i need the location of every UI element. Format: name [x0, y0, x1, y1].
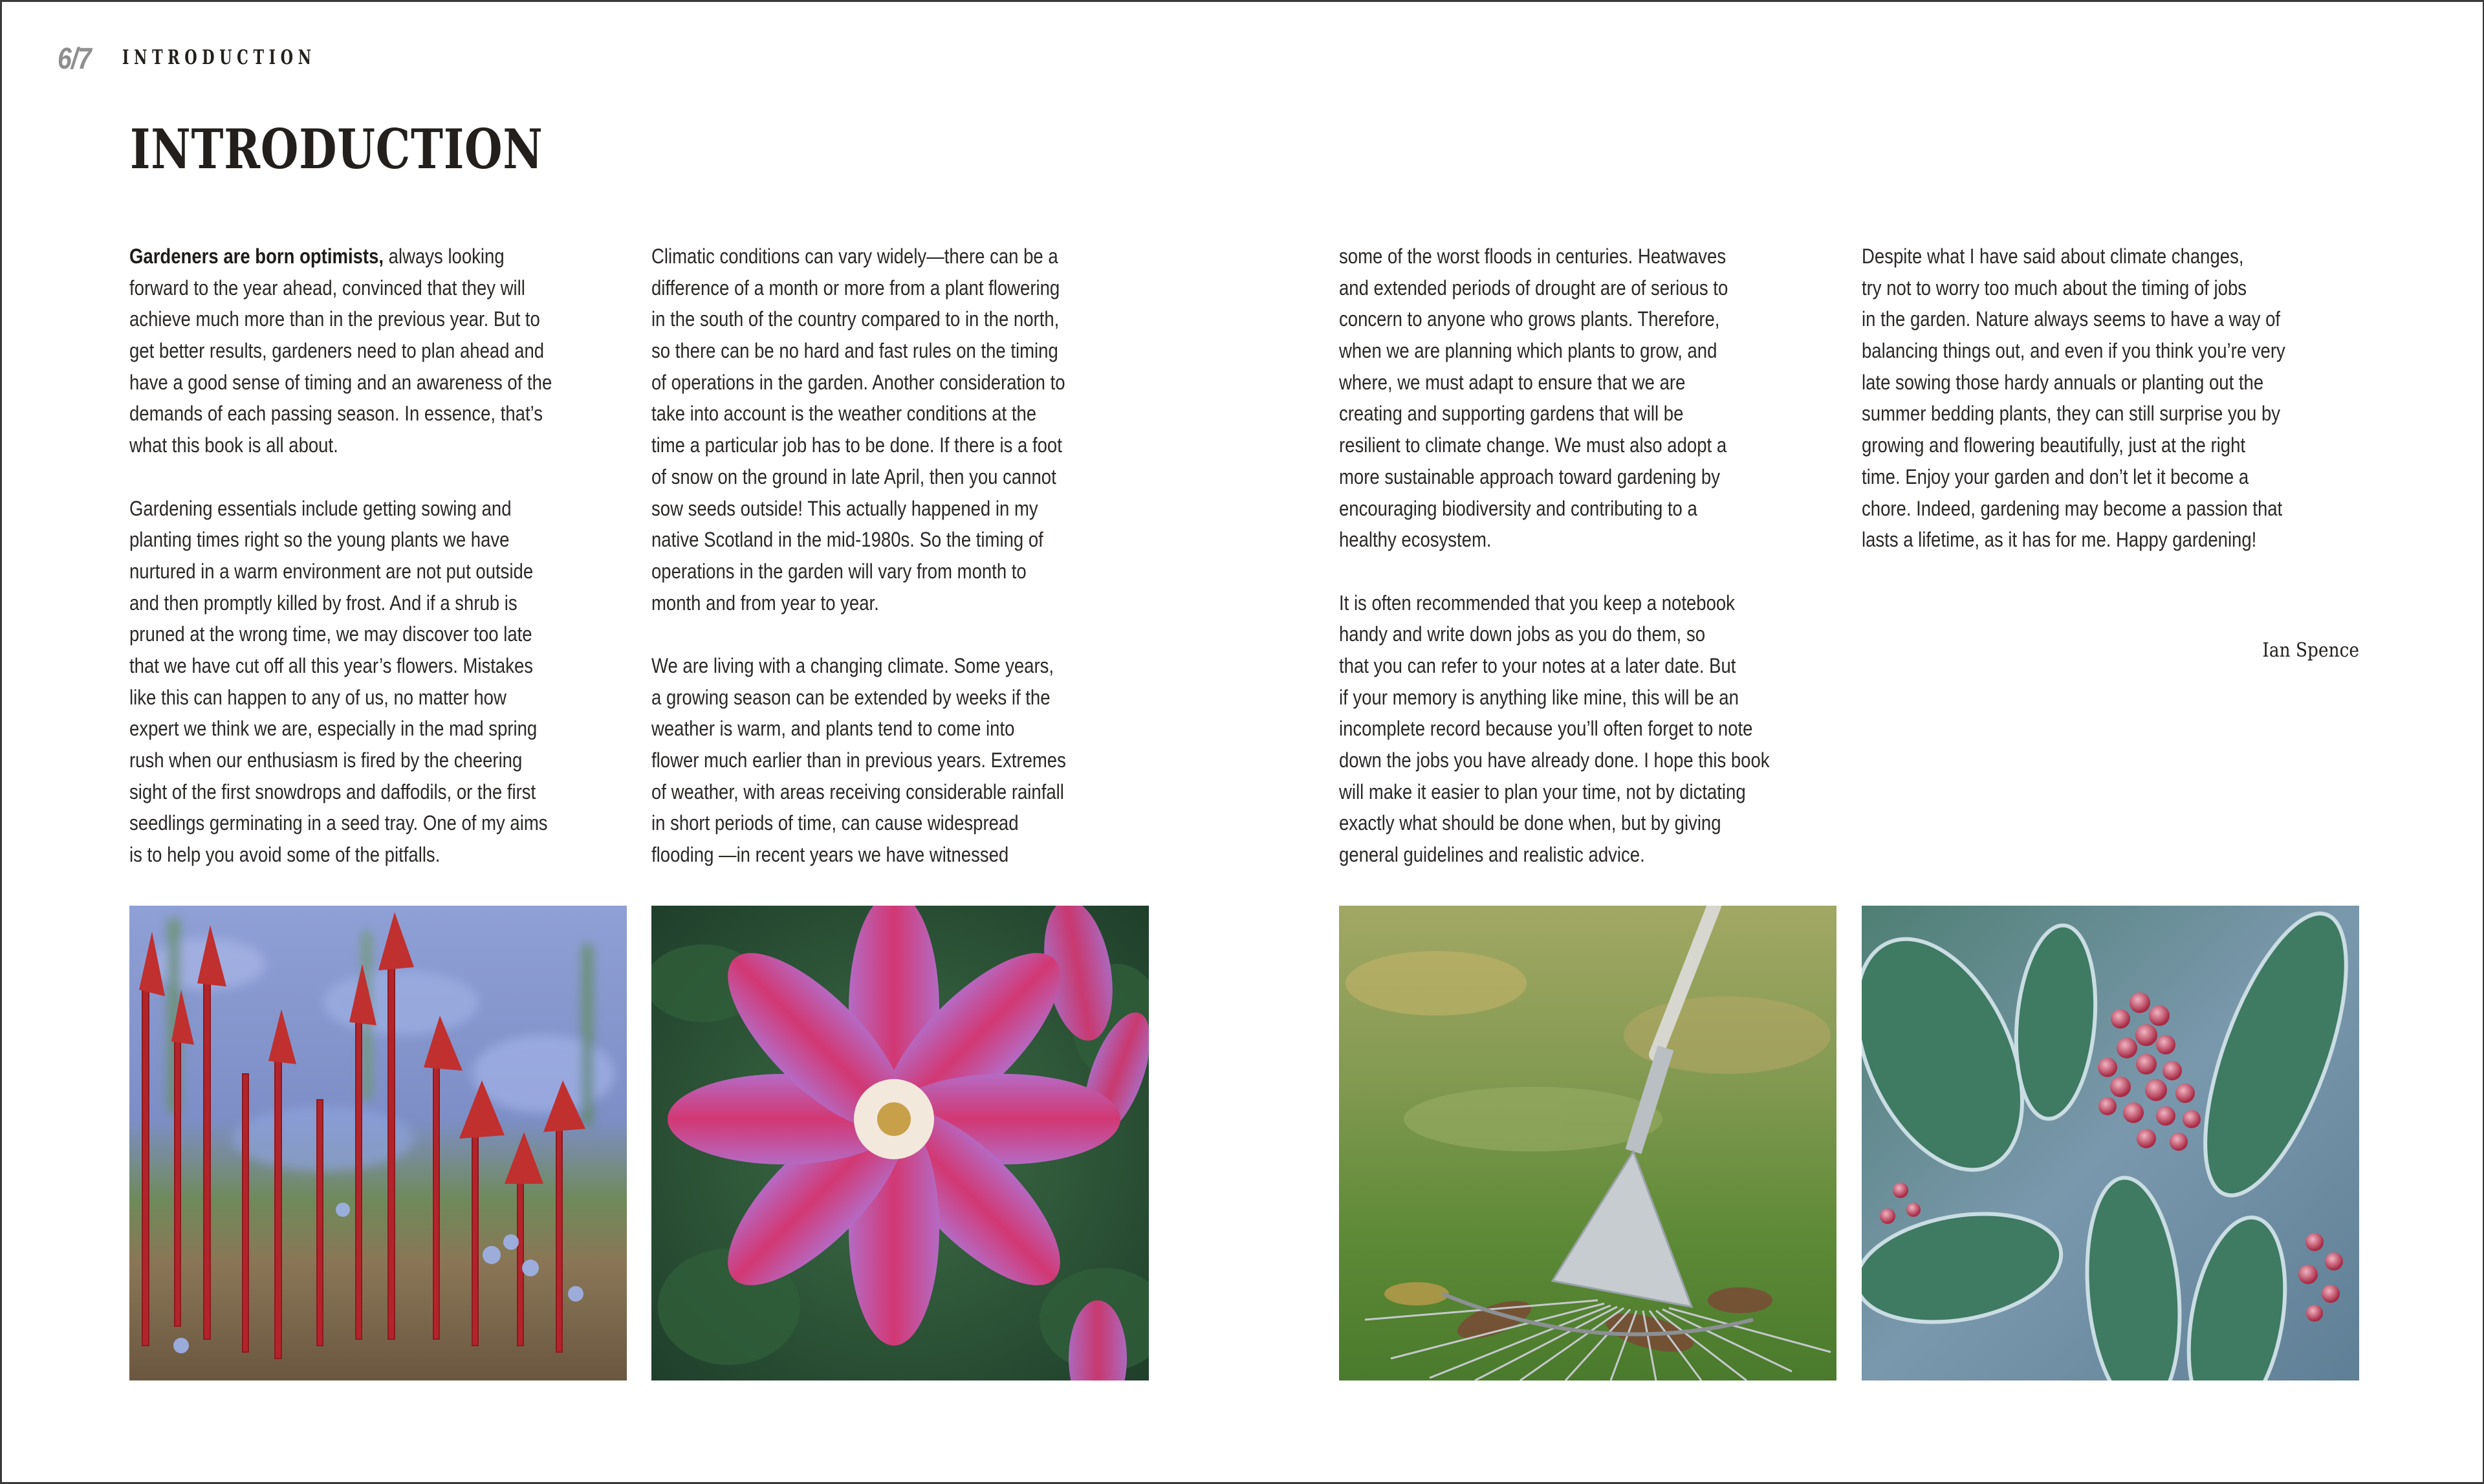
text-line: and extended periods of drought are of serious to — [1339, 276, 1728, 300]
text-line: concern to anyone who grows plants. Therefore, — [1339, 307, 1720, 331]
text-column-3 — [1339, 241, 1836, 902]
photo-peony-shoots — [129, 906, 627, 1380]
text-line: chore. Indeed, gardening may become a passion that — [1862, 496, 2283, 520]
lead-in: Gardeners are born optimists, — [129, 245, 384, 268]
text-line: in the garden. Nature always seems to have a way of — [1862, 307, 2281, 331]
photo-leaf-rake — [1339, 906, 1836, 1380]
text-line: some of the worst floods in centuries. Heatwaves — [1339, 245, 1727, 268]
text-line: pruned at the wrong time, we may discover too late — [129, 622, 532, 646]
text-line: difference of a month or more from a plant flowering — [651, 276, 1060, 300]
text-line: summer bedding plants, they can still surprise you by — [1862, 402, 2281, 426]
text-line: handy and write down jobs as you do them, so — [1339, 622, 1706, 646]
text-line: that you can refer to your notes at a later date. But — [1339, 653, 1736, 677]
leaf-rake-image — [1339, 906, 1836, 1380]
text-column-4 — [1862, 241, 2359, 587]
photo-frosted-skimmia — [1862, 906, 2359, 1380]
text-line: take into account is the weather conditions at the — [651, 402, 1037, 426]
text-column-1 — [129, 241, 626, 902]
text-line: that we have cut off all this year’s flowers. Mistakes — [129, 653, 534, 677]
text-line: will make it easier to plan your time, not by dictating — [1339, 780, 1746, 803]
text-line: is to help you avoid some of the pitfalls. — [129, 843, 441, 867]
page-title: INTRODUCTION — [130, 117, 543, 181]
paragraph — [1339, 241, 1836, 556]
text-line: achieve much more than in the previous year. But to — [129, 307, 540, 331]
text-line: demands of each passing season. In essence, that’s — [129, 402, 543, 426]
text-line: have a good sense of timing and an awareness of the — [129, 370, 552, 394]
text-line: general guidelines and realistic advice. — [1339, 843, 1645, 867]
text-line: encouraging biodiversity and contributing to a — [1339, 496, 1697, 520]
text-column-2 — [651, 241, 1148, 902]
text-fragment: always looking — [384, 245, 505, 268]
text-line: and then promptly killed by frost. And if a shrub is — [129, 591, 518, 615]
text-line: native Scotland in the mid-1980s. So the timing of — [651, 528, 1043, 552]
text-line: resilient to climate change. We must also adopt a — [1339, 433, 1727, 457]
text-line: incomplete record because you’ll often forget to note — [1339, 717, 1753, 741]
text-line: like this can happen to any of us, no matter how — [129, 685, 507, 709]
text-line: of operations in the garden. Another consideration to — [651, 370, 1065, 394]
text-line: get better results, gardeners need to plan ahead and — [129, 339, 545, 363]
page-number: 6/7 — [58, 41, 91, 75]
text-line: planting times right so the young plants we have — [129, 528, 510, 552]
text-line: exactly what should be done when, but by giving — [1339, 811, 1721, 835]
text-line: time. Enjoy your garden and don’t let it become a — [1862, 464, 2249, 488]
text-line: Gardening essentials include getting sowing and — [129, 496, 512, 520]
running-head — [58, 41, 316, 75]
text-line: what this book is all about. — [129, 433, 338, 457]
text-line: rush when our enthusiasm is fired by the cheering — [129, 748, 523, 772]
text-line: creating and supporting gardens that will be — [1339, 402, 1684, 426]
text-line: time a particular job has to be done. If there is a foot — [651, 433, 1062, 457]
text-line: lasts a lifetime, as it has for me. Happy gardening! — [1862, 528, 2257, 552]
text-line: operations in the garden will vary from month to — [651, 559, 1027, 583]
text-line: balancing things out, and even if you think you’re very — [1862, 339, 2285, 363]
text-line: Climatic conditions can vary widely—there can be a — [651, 245, 1058, 268]
text-line: down the jobs you have already done. I hope this book — [1339, 748, 1770, 772]
paragraph — [651, 650, 1148, 871]
peony-shoots-image — [129, 906, 627, 1380]
text-line: so there can be no hard and fast rules on the timing — [651, 339, 1058, 363]
text-line: seedlings germinating in a seed tray. One of my aims — [129, 811, 548, 835]
text-line: sight of the first snowdrops and daffodils, or the first — [129, 780, 536, 803]
text-line: flooding —in recent years we have witnessed — [651, 843, 1009, 867]
paragraph — [651, 241, 1148, 618]
text-line: if your memory is anything like mine, this will be an — [1339, 685, 1739, 709]
text-line: month and from year to year. — [651, 591, 879, 615]
paragraph — [129, 241, 626, 461]
text-line: It is often recommended that you keep a notebook — [1339, 591, 1735, 615]
author-signature — [1862, 639, 2359, 662]
frosted-skimmia-image — [1862, 906, 2359, 1380]
text-line: sow seeds outside! This actually happened in my — [651, 496, 1038, 520]
text-line: healthy ecosystem. — [1339, 528, 1492, 552]
clematis-image — [651, 906, 1149, 1380]
text-line: a growing season can be extended by weeks if the — [651, 685, 1051, 709]
paragraph — [1862, 241, 2359, 556]
text-line: weather is warm, and plants tend to come into — [651, 717, 1015, 741]
text-line: in short periods of time, can cause widespread — [651, 811, 1019, 835]
running-section-label: INTRODUCTION — [122, 46, 316, 69]
text-line: late sowing those hardy annuals or planting out the — [1862, 370, 2264, 394]
photo-clematis — [651, 906, 1149, 1380]
text-line: We are living with a changing climate. Some years, — [651, 653, 1054, 677]
author-name: Ian Spence — [2262, 639, 2359, 662]
text-line: where, we must adapt to ensure that we are — [1339, 370, 1686, 394]
paragraph — [1339, 587, 1836, 871]
text-line: nurtured in a warm environment are not put outside — [129, 559, 534, 583]
text-line: more sustainable approach toward gardening by — [1339, 464, 1720, 488]
text-line: try not to worry too much about the timing of jobs — [1862, 276, 2247, 300]
paragraph — [129, 493, 626, 871]
text-line: flower much earlier than in previous years. Extremes — [651, 748, 1066, 772]
text-line: of weather, with areas receiving considerable rainfall — [651, 780, 1064, 803]
text-line: of snow on the ground in late April, then you cannot — [651, 464, 1056, 488]
text-line: forward to the year ahead, convinced that they will — [129, 276, 525, 300]
text-line — [129, 241, 556, 272]
text-line: expert we think we are, especially in the mad spring — [129, 717, 538, 741]
text-line: when we are planning which plants to grow, and — [1339, 339, 1717, 363]
text-line: in the south of the country compared to in the north, — [651, 307, 1060, 331]
text-line: growing and flowering beautifully, just at the right — [1862, 433, 2246, 457]
text-line: Despite what I have said about climate changes, — [1862, 245, 2244, 268]
